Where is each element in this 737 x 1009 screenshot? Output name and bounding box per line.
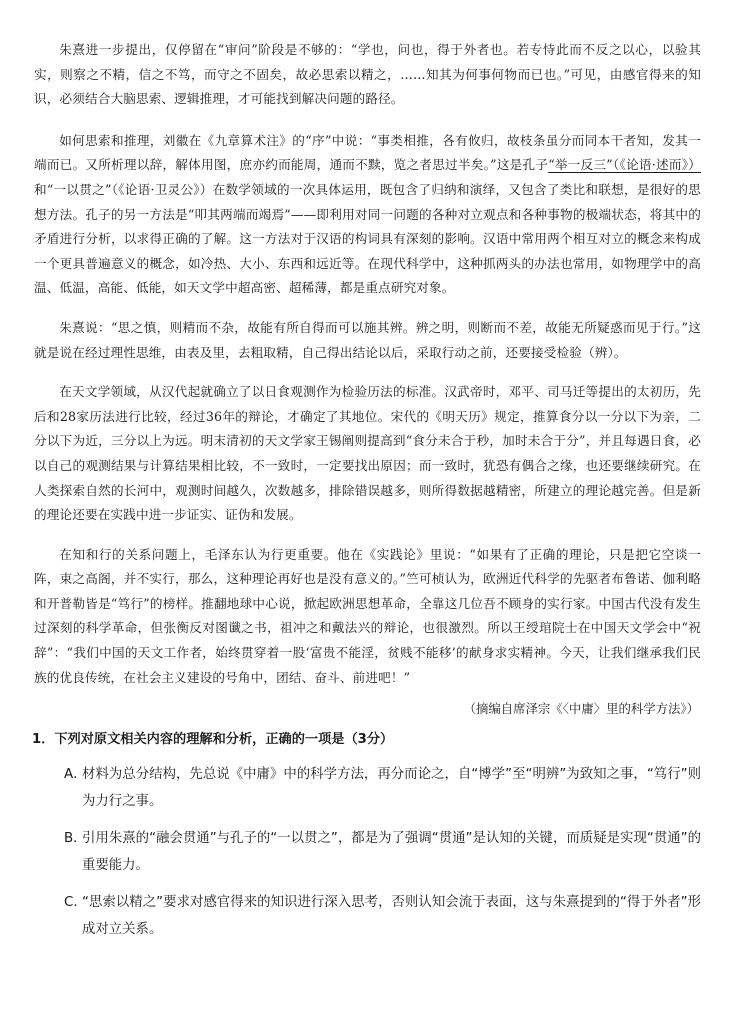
paragraph-1: 朱熹进一步提出，仅停留在“审问”阶段是不够的：“学也，问也，得于外者也。若专恃此而不反之以心，以验其实，则察之不精，信之不笃，而守之不固矣，故必思索以精之，……知其为何事何物而已也。”可见，由感官得来的知识，必须结合大脑思索、逻辑推理，才可能找到解决问题的路径。: [34, 42, 701, 107]
option-c-letter: C．: [64, 895, 87, 911]
paragraph-2: [34, 129, 701, 301]
option-b-letter: B．: [64, 831, 87, 847]
option-a[interactable]: [34, 761, 701, 815]
question-title: 1．下列对原文相关内容的理解和分析，正确的一项是（3分）: [32, 732, 394, 748]
option-a-letter: A．: [64, 767, 87, 783]
option-b[interactable]: [34, 825, 701, 879]
paragraph-5: 在知和行的关系问题上，毛泽东认为行更重要。他在《实践论》里说：“如果有了正确的理论，只是把它空谈一阵，束之高阁，并不实行，那么，这种理论再好也是没有意义的。”竺可桢认为，欧洲近代科学的先驱者布鲁诺、伽利略和开普勒皆是“笃行”的榜样。推翻地球中心说，掀起欧洲思想革命，全靠这几位吾不顾身的实行家。中国古代没有发生过深刻的科学革命，但张衡反对图谶之书，祖冲之和戴法兴的辩论，也很激烈。所以王绶琯院士在中国天文学会中“祝辞”：“我们中国的天文工作者，始终贯穿着一股‘富贵不能淫，贫贱不能移’的献身求实精神。今天，让我们继承我们民族的优良传统，在社会主义建设的号角中，团结、奋斗、前进吧！”: [34, 546, 701, 685]
option-b-text: 引用朱熹的“融会贯通”与孔子的“一以贯之”，都是为了强调“贯通”是认知的关键，而质疑是实现“贯通”的重要能力。: [82, 831, 701, 874]
underlined-citation: “举一反三”（《论语·述而》）: [548, 157, 701, 173]
source-citation: （摘编自席泽宗《〈中庸〉里的科学方法》）: [463, 701, 699, 717]
option-c[interactable]: [34, 889, 701, 943]
paragraph-4: 在天文学领域，从汉代起就确立了以日食观测作为检验历法的标准。汉武帝时，邓平、司马迁等提出的太初历，先后和28家历法进行比较，经过36年的辩论，才确定了其地位。宋代的《明天历》规定，推算食分以一分以下为亲，二分以下为近，三分以上为远。明末清初的天文学家王锡阐则提高到“食分未合于秒，加时未合于分”，并且每遇日食，必以自己的观测结果与计算结果相比较，不一致时，一定要找出原因；而一致时，犹恐有偶合之缘，也还要继续研究。在人类探索自然的长河中，观测时间越久，次数越多，排除错误越多，则所得数据越精密，所建立的理论越完善。但是新的理论还要在实践中进一步证实、证伪和发展。: [34, 384, 701, 523]
paragraph-3: 朱熹说：“思之慎，则精而不杂，故能有所自得而可以施其辨。辨之明，则断而不差，故能无所疑惑而见于行。”这就是说在经过理性思维，由表及里，去粗取精，自己得出结论以后，采取行动之前，还要接受检验（辨）。: [34, 319, 701, 360]
paragraph-2-lead: 如何思索和推理，刘徽在《九章算术注》的“序”中说：“事类相推，各有攸归，故枝条虽分而同本干者知，发其一端而已。又所析理以辞，解体用图，庶亦约而能周，通而不黩，览之者思过半矣。”这是孔子: [34, 132, 701, 173]
paragraph-2-rest: 和“一以贯之”（《论语·卫灵公》）在数学领域的一次具体运用，既包含了归纳和演绎，又包含了类比和联想，是很好的思想方法。孔子的另一方法是“叩其两端而竭焉”——即利用对同一问题的各种对立观点和各种事物的极端状态，将其中的矛盾进行分析，以求得正确的了解。这一方法对于汉语的构词具有深刻的影响。汉语中常用两个相互对立的概念来构成一个更具普遍意义的概念，如冷热、大小、东西和远近等。在现代科学中，这种抓两头的办法也常用，如物理学中的高温、低温，高能、低能，如天文学中超高密、超稀薄，都是重点研究对象。: [34, 181, 701, 296]
option-c-text: “思索以精之”要求对感官得来的知识进行深入思考，否则认知会流于表面，这与朱熹提到的“得于外者”形成对立关系。: [82, 895, 701, 938]
option-a-text: 材料为总分结构，先总说《中庸》中的科学方法，再分而论之，自“博学”至“明辨”为致知之事，“笃行”则为力行之事。: [82, 767, 701, 810]
